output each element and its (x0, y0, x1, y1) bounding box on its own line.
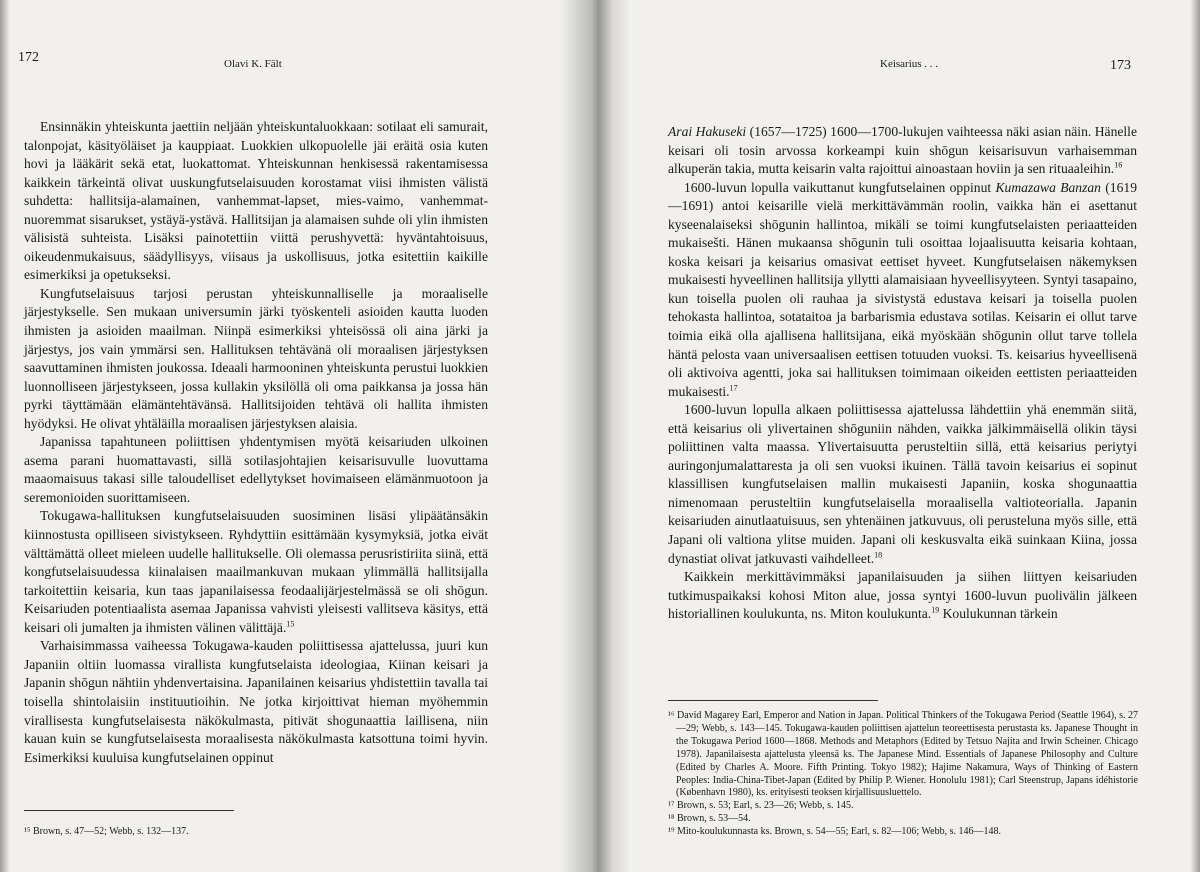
name-arai-hakuseki: Arai Hakuseki (668, 124, 747, 139)
left-paragraph-3: Japanissa tapahtuneen poliittisen yhdentymisen myötä keisariuden ulkoinen asema parani huomattavasti, sillä sotilasjohtajien keisarisuvulle luovuttama maaomaisuus takasi sille taloudelliset edellytykset hovimaiseen elämänmuotoon ja seremonioiden suorittamiseen. (24, 434, 488, 505)
left-body-text (24, 118, 488, 767)
right-paragraph-1-text: (1657—1725) 1600—1700-lukujen vaihteessa näki asian näin. Hänelle keisari oli tosin arvossa korkeampi kuin shōgun keisarisuvun varhaisemman alkuperän takia, mutta keisarin valta rajoittui ainoastaan hoviin ja sen rituaaleihin. (668, 124, 1137, 177)
footnote-18: ¹⁸ Brown, s. 53—54. (668, 813, 751, 825)
left-paragraph-5: Varhaisimmassa vaiheessa Tokugawa-kauden poliittisessa ajattelussa, juuri kun Japaniin oltiin luomassa virallista kungfutselaista ideologiaa, Kiinan keisari ja Japanin shōgun nähtiin yhdenvertaisina. Japanilainen keisarius yhdistettiin tavalla tai toisella shintolaisiin instituutioihin. Ne jotka kirjoittivat hieman myöhemmin virallisesta kungfutselaisesta näkökulmasta, pitivät shogunaattia laillisena, niin kauan kuin se kungfutselaisesta moraalisesta näkökulmasta katsottuna toimi hyvin. Esimerkiksi kuuluisa kungfutselainen oppinut (24, 638, 488, 765)
right-paragraph-2-lead: 1600-luvun lopulla vaikuttanut kungfutselainen oppinut (684, 179, 996, 195)
right-page-number: 173 (1110, 58, 1131, 73)
left-footnotes (24, 826, 484, 839)
footnote-mark-15: 15 (286, 619, 295, 629)
right-paragraph-4-text: Kaikkein merkittävimmäksi japanilaisuuden ja siihen liittyen keisariuden tutkimuspaikaksi kohosi Miton alue, jossa syntyi 1600-luvun puolivälin jälkeen historiallinen koulukunta, ns. Miton koulukunta. (668, 569, 1137, 622)
left-paragraph-2: Kungfutselaisuus tarjosi perustan yhteiskunnalliselle ja moraaliselle järjestykselle. Sen mukaan universumin järki työskenteli asioiden kautta luoden ihmisten ja asioiden maailman. Niinpä esimerkiksi yhteisössä oli aina järki ja järjestys, jos vain ymmärsi sen. Hallituksen tehtävänä oli moraalisen järjestyksen saavuttaminen ihmisten joukossa. Ideaali harmooninen yhteiskunta perustui luokkien luonnolliseen järjestykseen, jossa kullakin yksilöllä oli oma paikkansa ja jossa hän pyrki täyttämään elämäntehtävänsä. Hallitsijoiden tehtävä oli hallita ihmisten hyödyksi. He olivat yhtäläilla moraalisen järjestyksen alaisia. (24, 285, 488, 431)
right-paragraph-2-text: (1619—1691) antoi keisarille vielä merkittävämmän roolin, vaikka hän ei asettanut kyseenalaiseksi shōgunin hallintoa, mikäli se toimi kungfutselaisten periaatteiden mukaisešti. Hänen mukaansa shōgunin tuli osoittaa lojaalisuutta keisaria kohtaan, koska keisari ja keisarius omasivat eettiset hyveet. Kungfutselaisen näkemyksen mukaisesti hyveellinen hallitsija yllytti alamaisiaan hyveellisyyteen. Syntyi tasapaino, kun toisella puolen oli rauhaa ja sivistystä edustava keisari ja toisella puolen tehokasta hallintoa, sotataitoa ja barbarismia edustava sotilas. Keisarin ei ollut tarve toimia eikä olla ajallisena hallitsijana, eikä myöskään shōgunin ollut tarve tollela häntä pelosta vaan universaalisen eettisen totuuden vuoksi. Ts. keisarius hyveellisenä oli aktivoiva agentti, joka sai hallituksen toimimaan oikeiden eettisten periaatteiden mukaisesti. (668, 179, 1137, 399)
left-footnote-rule (24, 810, 234, 811)
footnote-17: ¹⁷ Brown, s. 53; Earl, s. 23—26; Webb, s. 145. (668, 800, 854, 812)
left-page-edge-shadow (0, 0, 10, 872)
right-paragraph-3-text: 1600-luvun lopulla alkaen poliittisessa ajattelussa lähdettiin yhä enemmän siitä, että keisarius oli ylivertainen shōguniin nähden, vaikka jälkimmäisellä olikin täysi poliittinen valta maassa. Ylivertaisuutta perusteltiin sillä, että keisarius periytyi auringonjumalattaresta ja oli sen vuoksi ikuinen. Tällä tavoin keisarius ei sopinut klassillisen kungfutselaisen mallin mukaisesti Japaniin, koska shogunaattia nimenomaan perusteltiin kungfutselaisella moraalisella valtioteorialla. Japanin keisariuden ainutlaatuisuus, sen yhtenäinen jatkuvuus, oli perusteluna myös sille, että Japani oli valtiona ylitse muiden. Japani oli keskusvalta eikä suinkaan Kiina, jossa dynastiat olivat jatkuvasti vaihdelleet. (668, 402, 1137, 566)
right-paragraph-4-tail: Koulukunnan tärkein (939, 606, 1058, 622)
footnote-19: ¹⁹ Mito-koulukunnasta ks. Brown, s. 54—55; Earl, s. 82—106; Webb, s. 146—148. (668, 826, 1001, 838)
left-page-number: 172 (18, 50, 39, 65)
right-paragraph-2 (668, 179, 1137, 402)
right-paragraph-3 (668, 401, 1137, 568)
right-page (592, 0, 1200, 872)
right-page-edge-shadow (1190, 0, 1200, 872)
right-paragraph-1 (668, 123, 1137, 179)
footnote-mark-19: 19 (931, 605, 940, 615)
right-footnotes (668, 710, 1138, 839)
footnote-mark-18: 18 (874, 550, 883, 560)
left-paragraph-1: Ensinnäkin yhteiskunta jaettiin neljään yhteiskuntaluokkaan: sotilaat eli samurait, talonpojat, käsityöläiset ja kauppiaat. Luokkien ulkopuolelle jäi eräitä osia kuten hovi ja lääkärit sekä etat, luokattomat. Yhteiskunnan henkisessä rakentamisessa kaikkein tärkeintä olivat uuskungfutselaisuuden korostamat viisi ihmisten välistä suhdetta: hallitsija-alamainen, vanhemmat-lapset, mies-vaimo, vanhemmat-nuoremmat sisarukset, ystäyä-ystävä. Hallitsijan ja alamaisen suhde oli ylin ihmisten välisistä suhteista. Lisäksi painotettiin viittä perushyvettä: hyväntahtoisuus, oikeudenmukaisuus, säädyllisyys, viisaus ja uskollisuus, jotka esitettiin kaikille esimerkiksi ja opetukseksi. (24, 119, 488, 283)
left-page (0, 0, 592, 872)
right-body-text (668, 123, 1137, 624)
right-paragraph-4 (668, 568, 1137, 624)
footnote-16: ¹⁶ David Magarey Earl, Emperor and Nation in Japan. Political Thinkers of the Tokugawa Period (Seattle 1964), s. 27—29; Webb, s. 143—145. Tokugawa-kauden poliittisen ajattelun teoreettisesta perustasta ks. Japanese Thought in the Tokugawa Period 1600—1868. Methods and Metaphors (Edited by Tetsuo Najita and Irwin Scheiner. Chicago 1978). Japanilaisesta ajattelusta yleensä ks. The Japanese Mind. Essentials of Japanese Philosophy and Culture (Edited by Charles A. Moore. Fifth Printing. Tokyo 1982); Hajime Nakamura, Ways of Thinking of Eastern Peoples: India-China-Tibet-Japan (Edited by Philip P. Wiener. Honolulu 1981); Carl Steenstrup, Japans idéhistorie (København 1980), ks. erityisesti teoksen kirjallisuusluettelo. (668, 710, 1138, 799)
right-footnote-rule (668, 700, 878, 701)
name-kumazawa-banzan: Kumazawa Banzan (995, 179, 1101, 195)
left-running-head: Olavi K. Fält (224, 58, 282, 70)
footnote-15: ¹⁵ Brown, s. 47—52; Webb, s. 132—137. (24, 826, 189, 837)
left-paragraph-4 (24, 507, 488, 637)
footnote-mark-17: 17 (729, 383, 738, 393)
right-running-head: Keisarius . . . (880, 58, 939, 70)
left-paragraph-4-text: Tokugawa-hallituksen kungfutselaisuuden suosiminen lisäsi ylipäätänsäkin kiinnostusta opilliseen sivistykseen. Ryhdyttiin esittämään kysymyksiä, jotka eivät välttämättä olleet mieleen uudelle hallitukselle. Oli olemassa perusristiriita siinä, että kongfutselaisuudessa kiinalaisen maailmankuvan mukaan ylimmällä hallitsijalla tarkoitettiin keisaria, kun taas japanilaisessa feodaalijärjestelmässä se oli shōgun. Keisariuden potentiaalista asemaa Japanissa vahvisti yleisesti vallitseva käsitys, että keisari oli jumalten ja ihmisten välinen välittäjä. (24, 508, 488, 635)
footnote-mark-16: 16 (1114, 160, 1123, 170)
